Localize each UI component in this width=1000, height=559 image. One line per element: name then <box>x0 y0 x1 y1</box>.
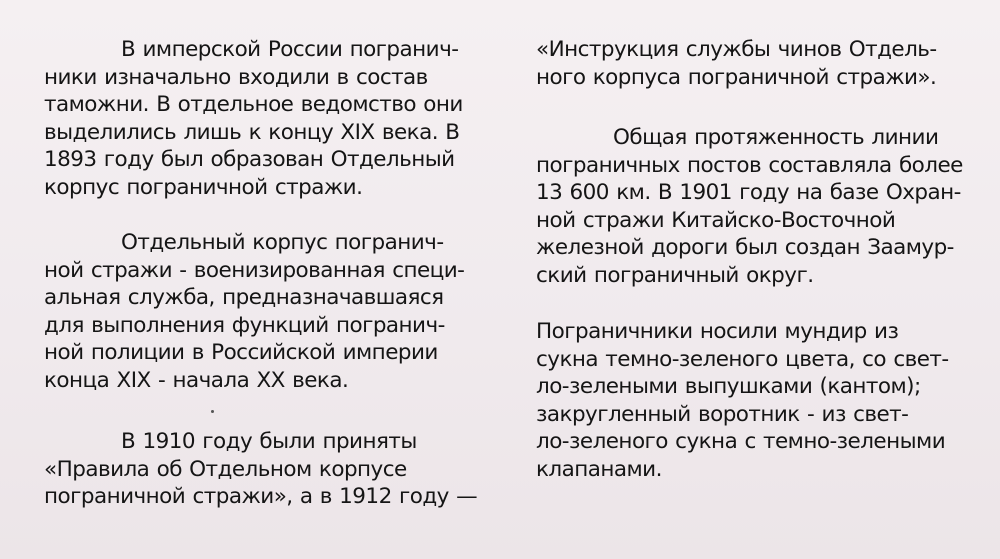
text-line: сукна темно-зеленого цвета, со свет- <box>536 346 949 372</box>
text-line: Пограничники носили мундир из <box>536 319 899 344</box>
text-line: альная служба, предназначавшаяся <box>44 285 444 310</box>
text-line: клапанами. <box>536 456 662 482</box>
text-line: железной дороги был создан Заамур- <box>536 235 954 260</box>
text-line: пограничной стражи», а в 1912 году — <box>44 484 478 509</box>
text-line: ский пограничный округ. <box>536 262 814 288</box>
paragraph-rules-1910 <box>44 428 478 511</box>
text-line: «Правила об Отдельном корпусе <box>44 456 407 482</box>
paragraph-separate-corps <box>44 229 474 394</box>
text-line: таможни. В отдельное ведомство они <box>44 92 463 117</box>
text-line: конца XIX - начала XX века. <box>44 367 349 393</box>
text-line: Отдельный корпус погранич- <box>121 230 444 255</box>
text-line: для выполнения функций погранич- <box>44 312 445 338</box>
text-line: ной стражи - военизированная специ- <box>44 257 465 283</box>
stray-mark <box>211 410 214 413</box>
text-line: закругленный воротник - из свет- <box>536 401 909 427</box>
text-line: 13 600 км. В 1901 году на базе Охран- <box>536 180 961 205</box>
text-line: Общая протяженность линии <box>613 125 939 150</box>
text-line: ло-зеленого сукна с темно-зелеными <box>536 429 946 454</box>
text-line: ники изначально входили в состав <box>44 64 428 90</box>
paragraph-uniform <box>536 318 976 483</box>
text-line: корпус пограничной стражи. <box>44 174 363 200</box>
text-line: ного корпуса пограничной стражи». <box>536 64 937 90</box>
text-line: В 1910 году были приняты <box>121 429 417 454</box>
paragraph-instruction-1912 <box>536 36 976 91</box>
text-line: пограничных постов составляла более <box>536 152 963 178</box>
paragraph-imperial-border-guard <box>44 36 474 201</box>
paragraph-border-length <box>536 124 976 289</box>
text-line: ной полиции в Российской империи <box>44 340 438 365</box>
text-line: «Инструкция службы чинов Отдель- <box>536 37 937 62</box>
text-line: В имперской России погранич- <box>121 37 459 62</box>
text-line: ло-зелеными выпушками (кантом); <box>536 374 921 399</box>
text-line: 1893 году был образован Отдельный <box>44 147 455 172</box>
text-line: выделились лишь к концу XIX века. В <box>44 119 460 145</box>
text-line: ной стражи Китайско-Восточной <box>536 207 896 233</box>
